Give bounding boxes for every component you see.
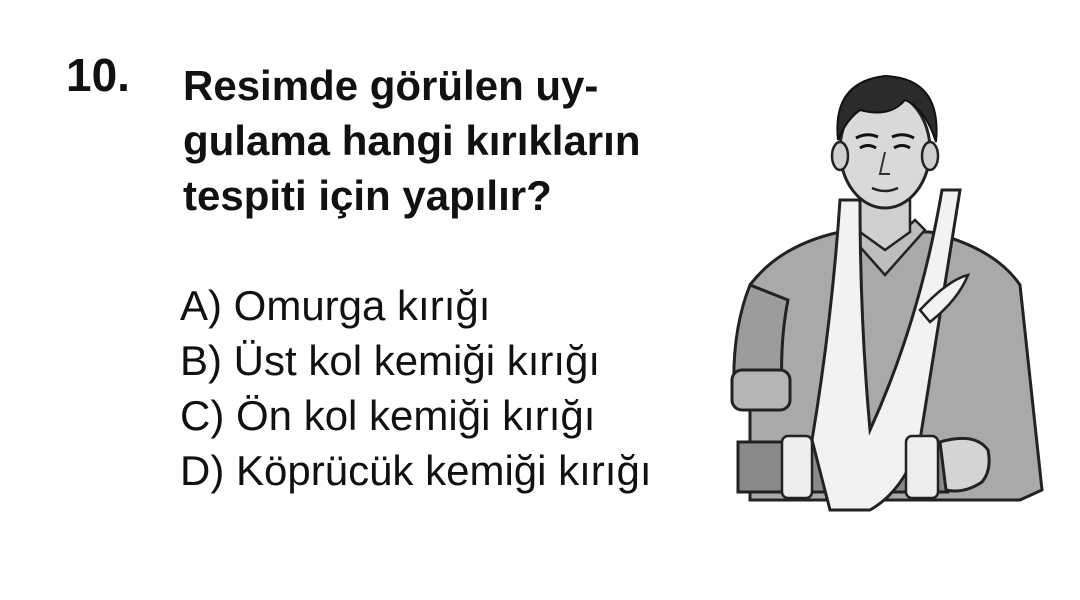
- option-c-letter: C): [180, 392, 225, 439]
- option-d[interactable]: [180, 443, 652, 498]
- option-a-text: Omurga kırığı: [233, 282, 491, 329]
- option-c[interactable]: [180, 388, 652, 443]
- option-c-text: Ön kol kemiği kırığı: [236, 392, 596, 439]
- answer-options: [180, 278, 652, 498]
- right-ear: [922, 142, 938, 170]
- question-number: 10.: [66, 49, 130, 101]
- option-a[interactable]: [180, 278, 652, 333]
- option-b-letter: B): [180, 337, 222, 384]
- arm-sling-illustration: [720, 70, 1050, 530]
- bandage-wrap-1: [782, 436, 812, 498]
- option-b-text: Üst kol kemiği kırığı: [233, 337, 601, 384]
- rolled-sleeve: [732, 370, 790, 410]
- bandage-wrap-2: [906, 436, 938, 498]
- option-a-letter: A): [180, 282, 222, 329]
- option-d-letter: D): [180, 447, 225, 494]
- question-line-1: Resimde görülen uy-: [183, 62, 599, 109]
- left-ear: [832, 142, 848, 170]
- question-line-2: gulama hangi kırıkların: [183, 117, 641, 164]
- hand: [940, 438, 989, 491]
- option-b[interactable]: [180, 333, 652, 388]
- option-d-text: Köprücük kemiği kırığı: [236, 447, 652, 494]
- question-text: [183, 58, 640, 223]
- question-line-3: tespiti için yapılır?: [183, 172, 552, 219]
